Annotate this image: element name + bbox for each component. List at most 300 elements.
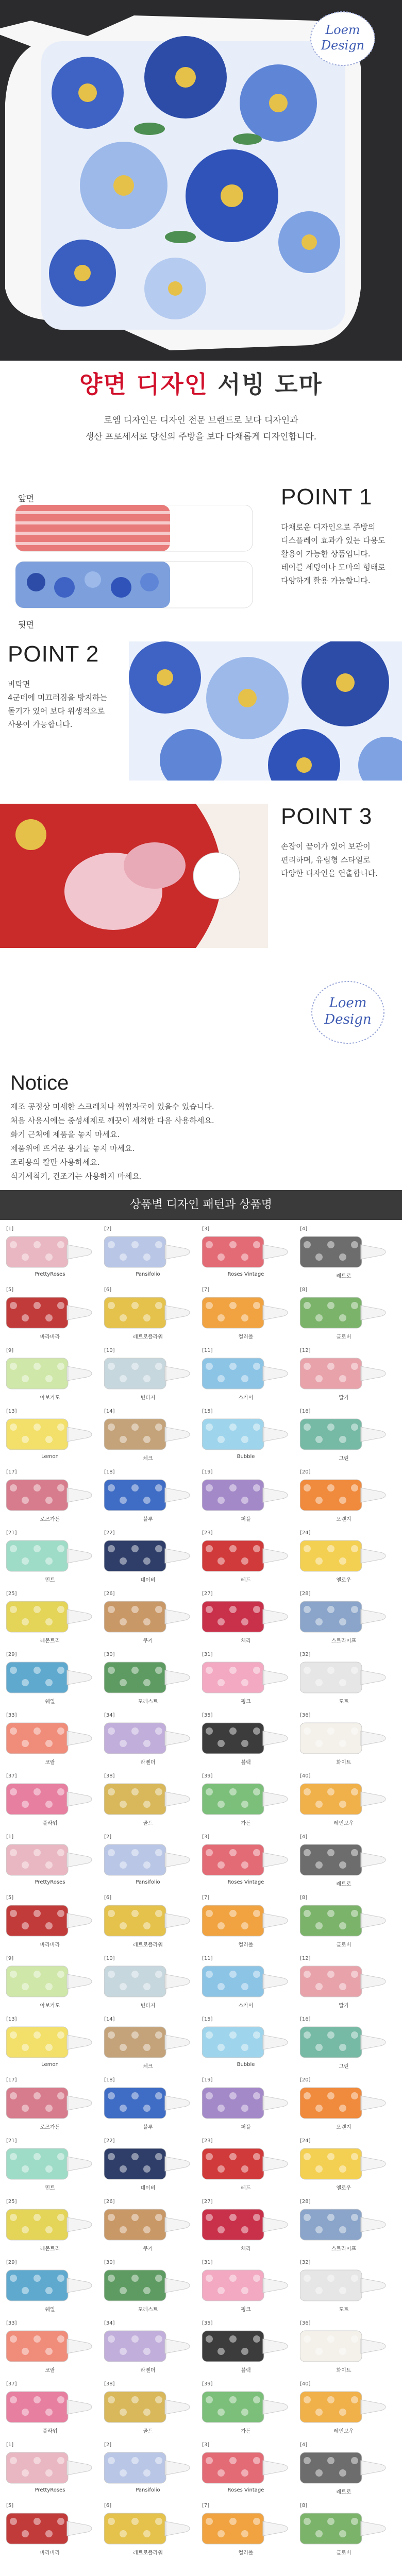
catalog-item[interactable] [104, 1652, 192, 1707]
catalog-item-number: [36] [300, 1713, 311, 1718]
catalog-board-swatch [6, 1478, 94, 1513]
catalog-item[interactable] [6, 1834, 94, 1890]
catalog-board-swatch [300, 1782, 388, 1817]
catalog-item[interactable] [202, 2199, 290, 2255]
catalog-item[interactable] [202, 1773, 290, 1829]
catalog-board-swatch [300, 2329, 388, 2364]
brand-logo [309, 10, 376, 67]
catalog-item-name: 레인보우 [333, 2429, 354, 2434]
catalog-item-name: Roses Vintage [227, 1272, 264, 1277]
catalog-item[interactable] [202, 1226, 290, 1282]
catalog-item[interactable] [6, 2138, 94, 2194]
catalog-item-name: 스트라이프 [331, 1638, 357, 1644]
catalog-item[interactable] [6, 2320, 94, 2376]
catalog-item-name: 레트로 [336, 1882, 351, 1887]
catalog-item[interactable] [202, 2260, 290, 2315]
catalog-item[interactable] [202, 1956, 290, 2011]
catalog-item-name: 레트로플라워 [133, 2550, 163, 2556]
catalog-item-name: 옐로우 [336, 1578, 351, 1583]
catalog-item[interactable] [300, 1226, 388, 1282]
catalog-board-swatch [202, 1660, 290, 1695]
catalog-item-name: 포레스트 [138, 1699, 158, 1705]
point-1-line: 다양하게 활용 가능합니다. [281, 576, 371, 585]
catalog-board-swatch [104, 1782, 192, 1817]
catalog-item-number: [7] [202, 1287, 210, 1293]
catalog-item-name: 네이비 [140, 1578, 156, 1583]
catalog-item-number: [5] [6, 2503, 14, 2509]
catalog-board-swatch [104, 2207, 192, 2242]
catalog-item-number: [26] [104, 2199, 115, 2205]
catalog-item-number: [13] [6, 1409, 17, 1414]
catalog-item[interactable] [202, 1409, 290, 1464]
point-2-section [0, 641, 402, 796]
catalog-item-number: [3] [202, 1834, 210, 1840]
catalog-item-name: 가든 [241, 2429, 251, 2434]
catalog-item-name: 레인보우 [333, 1821, 354, 1826]
point-3-line: 손잡이 끝이가 있어 보관이 [281, 842, 371, 851]
catalog-item-number: [6] [104, 1287, 112, 1293]
catalog-header: 상품별 디자인 패턴과 상품명 [0, 1190, 402, 1220]
catalog-item[interactable] [202, 2138, 290, 2194]
catalog-item[interactable] [6, 1652, 94, 1707]
catalog-item-name: 민트 [45, 2185, 55, 2191]
catalog-board-swatch [202, 1295, 290, 1330]
catalog-item[interactable] [104, 2138, 192, 2194]
catalog-item[interactable] [6, 1713, 94, 1768]
catalog-item-number: [1] [6, 2442, 14, 2448]
catalog-item-number: [14] [104, 2016, 115, 2022]
catalog-item-number: [27] [202, 1591, 213, 1597]
catalog-item[interactable] [202, 2320, 290, 2376]
catalog-item[interactable] [300, 1348, 388, 1403]
catalog-item-number: [38] [104, 2381, 115, 2387]
catalog-board-swatch [6, 1599, 94, 1634]
intro-line: 로엠 디자인은 디자인 전문 브랜드로 보다 디자인과 [104, 415, 298, 426]
catalog-item-number: [4] [300, 2442, 308, 2448]
catalog-item-number: [33] [6, 1713, 17, 1718]
catalog-item-number: [39] [202, 1773, 213, 1779]
catalog-board-swatch [6, 1538, 94, 1573]
catalog-item-name: 가든 [241, 1821, 251, 1826]
point-1-line: 활용이 가능한 상품입니다. [281, 549, 371, 558]
catalog-board-swatch [202, 1964, 290, 1999]
catalog-item-name: Lemon [41, 1454, 59, 1460]
catalog-item-name: 골드 [143, 1821, 153, 1826]
catalog-item[interactable] [300, 1409, 388, 1464]
catalog-item-number: [1] [6, 1834, 14, 1840]
catalog-item-number: [18] [104, 2077, 115, 2083]
catalog-item-name: 체리 [241, 2246, 251, 2252]
catalog-item-name: PrettyRoses [35, 2487, 65, 2493]
catalog-item[interactable] [6, 2016, 94, 2072]
catalog-item[interactable] [300, 2016, 388, 2072]
catalog-board-swatch [6, 2389, 94, 2425]
catalog-item-name: 레몬트리 [40, 1638, 60, 1644]
catalog-item-name: Lemon [41, 2062, 59, 2067]
catalog-board-swatch [104, 2025, 192, 2060]
catalog-item-name: 스트라이프 [331, 2246, 357, 2252]
catalog-board-swatch [104, 2268, 192, 2303]
catalog-board-swatch [202, 1903, 290, 1938]
catalog-item-name: PrettyRoses [35, 1272, 65, 1277]
catalog-item-number: [26] [104, 1591, 115, 1597]
catalog-item-number: [18] [104, 1469, 115, 1475]
point-1-boards [15, 505, 268, 613]
catalog-board-swatch [6, 2086, 94, 2121]
catalog-item-name: 바라바라 [40, 2550, 60, 2556]
catalog-item[interactable] [104, 1287, 192, 1343]
catalog-item-name: 네이비 [140, 2185, 156, 2191]
catalog-board-swatch [202, 1538, 290, 1573]
catalog-item-name: 도트 [339, 2307, 349, 2313]
catalog-item[interactable] [6, 1287, 94, 1343]
catalog-item[interactable] [6, 1348, 94, 1403]
catalog-board-swatch [202, 1478, 290, 1513]
catalog-board-swatch [104, 2389, 192, 2425]
catalog-item[interactable] [6, 1226, 94, 1282]
catalog-item-name: 아보카도 [40, 1395, 60, 1401]
catalog-item-name: 옐로우 [336, 2185, 351, 2191]
catalog-item[interactable] [6, 1409, 94, 1464]
catalog-item-number: [17] [6, 2077, 17, 2083]
back-label: 뒷면 [18, 620, 34, 630]
catalog-item-name: 레몬트리 [40, 2246, 60, 2252]
catalog-item[interactable] [6, 1895, 94, 1951]
catalog-item[interactable] [300, 1834, 388, 1890]
catalog-board-swatch [6, 2450, 94, 2485]
point-1-line: 다채로운 디자인으로 주방의 [281, 522, 376, 532]
catalog-item[interactable] [6, 1773, 94, 1829]
intro-text [0, 412, 402, 445]
catalog-item[interactable] [104, 1530, 192, 1586]
catalog-item[interactable] [202, 1895, 290, 1951]
catalog-board-swatch [202, 1234, 290, 1269]
catalog-item-number: [8] [300, 1287, 308, 1293]
catalog-item[interactable] [300, 2320, 388, 2376]
catalog-item[interactable] [202, 2381, 290, 2437]
catalog-item[interactable] [202, 2016, 290, 2072]
catalog-item-name: 코랄 [45, 1760, 55, 1766]
catalog-board-swatch [202, 2207, 290, 2242]
notice-line: 제조 공정상 미세한 스크레치나 찍힘자국이 있을수 있습니다. [10, 1102, 214, 1111]
catalog-item-number: [40] [300, 2381, 311, 2387]
point-1-section [0, 464, 402, 634]
catalog-item[interactable] [202, 1834, 290, 1890]
catalog-item-number: [35] [202, 2320, 213, 2326]
catalog-item[interactable] [104, 1834, 192, 1890]
catalog-item[interactable] [202, 2503, 290, 2558]
catalog-board-swatch [300, 1234, 388, 1269]
catalog-board-swatch [6, 1964, 94, 1999]
catalog-item-number: [22] [104, 2138, 115, 2144]
catalog-board-swatch [104, 2450, 192, 2485]
catalog-item[interactable] [202, 1469, 290, 1525]
catalog-item[interactable] [6, 2381, 94, 2437]
catalog-item[interactable] [104, 2381, 192, 2437]
catalog-board-swatch [202, 2146, 290, 2181]
catalog-item[interactable] [104, 1895, 192, 1951]
catalog-item[interactable] [300, 1895, 388, 1951]
catalog-item[interactable] [104, 2260, 192, 2315]
notice-list [10, 1100, 299, 1183]
catalog-item-name: 바라바라 [40, 1334, 60, 1340]
point-1-line: 디스플레이 효과가 있는 다용도 [281, 536, 386, 545]
catalog-board-swatch [202, 1842, 290, 1877]
catalog-item-number: [13] [6, 2016, 17, 2022]
catalog-item-number: [20] [300, 1469, 311, 1475]
catalog-item[interactable] [104, 2077, 192, 2133]
catalog-board-swatch [202, 1356, 290, 1391]
catalog-item-name: 코랄 [45, 2368, 55, 2374]
catalog-item-number: [21] [6, 2138, 17, 2144]
catalog-item-name: Bubble [237, 2062, 255, 2067]
catalog-item-number: [4] [300, 1834, 308, 1840]
catalog-item[interactable] [300, 2381, 388, 2437]
catalog-item-number: [2] [104, 2442, 112, 2448]
catalog-item[interactable] [6, 1469, 94, 1525]
page-title [0, 366, 402, 400]
catalog-item-name: 체크 [143, 2064, 153, 2070]
catalog-board-swatch [202, 2450, 290, 2485]
catalog-item-name: 퍼플 [241, 1517, 251, 1522]
catalog-item-number: [11] [202, 1956, 213, 1961]
catalog-board-swatch [104, 1234, 192, 1269]
catalog-item-number: [36] [300, 2320, 311, 2326]
catalog-item-name: 레트로플라워 [133, 1334, 163, 1340]
catalog-item-name: 플라워 [42, 1821, 58, 1826]
point-2-closeup [129, 641, 402, 781]
catalog-item-number: [15] [202, 2016, 213, 2022]
catalog-item-name: Pansifolio [136, 1879, 160, 1885]
catalog-item[interactable] [300, 1469, 388, 1525]
catalog-item[interactable] [6, 1530, 94, 1586]
catalog-item[interactable] [6, 2199, 94, 2255]
catalog-item[interactable] [300, 1530, 388, 1586]
catalog-item[interactable] [300, 2199, 388, 2255]
catalog-item[interactable] [300, 1713, 388, 1768]
catalog-item-number: [10] [104, 1956, 115, 1961]
catalog-item-number: [29] [6, 2260, 17, 2265]
catalog-item-name: 레트로플라워 [133, 1942, 163, 1948]
catalog-board-swatch [104, 1660, 192, 1695]
catalog-item[interactable] [104, 1713, 192, 1768]
catalog-board-swatch [202, 1721, 290, 1756]
catalog-board-swatch [6, 1721, 94, 1756]
catalog-board-swatch [104, 1478, 192, 1513]
catalog-item-number: [20] [300, 2077, 311, 2083]
catalog-item-name: 아보카도 [40, 2003, 60, 2009]
catalog-item-name: 블랙 [241, 1760, 251, 1766]
catalog-item[interactable] [202, 1287, 290, 1343]
catalog-board-swatch [6, 2511, 94, 2546]
catalog-board-swatch [300, 2389, 388, 2425]
catalog-item-name: 로즈가든 [40, 2125, 60, 2130]
catalog-item[interactable] [300, 2503, 388, 2558]
catalog-item-number: [3] [202, 2442, 210, 2448]
catalog-item-name: 오렌지 [336, 1517, 351, 1522]
catalog-item-number: [2] [104, 1226, 112, 1232]
catalog-board-swatch [202, 2268, 290, 2303]
catalog-board-swatch [104, 1964, 192, 1999]
catalog-item[interactable] [300, 2077, 388, 2133]
point-3-title: POINT 3 [281, 804, 373, 829]
catalog-item[interactable] [104, 2442, 192, 2498]
catalog-item[interactable] [6, 2442, 94, 2498]
catalog-item[interactable] [104, 1956, 192, 2011]
catalog-item-name: Pansifolio [136, 2487, 160, 2493]
catalog-item-name: 블랙 [241, 2368, 251, 2374]
catalog-item[interactable] [6, 1591, 94, 1647]
catalog-item[interactable] [300, 1591, 388, 1647]
catalog-item-name: 레트로 [336, 2489, 351, 2495]
catalog-item-name: 포레스트 [138, 2307, 158, 2313]
catalog-board-swatch [6, 1356, 94, 1391]
catalog-item-name: 화이트 [336, 1760, 351, 1766]
catalog-board-swatch [104, 1721, 192, 1756]
catalog-item-number: [6] [104, 1895, 112, 1901]
catalog-item[interactable] [202, 1348, 290, 1403]
catalog-item-number: [3] [202, 1226, 210, 1232]
catalog-item[interactable] [300, 2260, 388, 2315]
catalog-item[interactable] [202, 1652, 290, 1707]
catalog-board-swatch [6, 2146, 94, 2181]
catalog-board-swatch [300, 1417, 388, 1452]
front-label: 앞면 [18, 494, 34, 503]
catalog-item[interactable] [104, 2320, 192, 2376]
catalog-item[interactable] [104, 1773, 192, 1829]
catalog-board-swatch [300, 1964, 388, 1999]
catalog-item[interactable] [202, 1591, 290, 1647]
catalog-item[interactable] [104, 1348, 192, 1403]
catalog-board-swatch [202, 1599, 290, 1634]
catalog-item-name: 블루 [143, 2125, 153, 2130]
catalog-item[interactable] [104, 1226, 192, 1282]
catalog-item[interactable] [202, 2077, 290, 2133]
catalog-board-swatch [300, 1903, 388, 1938]
notice-line: 화기 근처에 제품을 놓지 마세요. [10, 1130, 120, 1139]
logo-line-1: Loem [325, 23, 360, 37]
catalog-item-number: [23] [202, 1530, 213, 1536]
catalog-item-name: 라벤더 [140, 2368, 156, 2374]
title-main: 서빙 도마 [217, 370, 323, 398]
catalog-item-number: [23] [202, 2138, 213, 2144]
catalog-board-swatch [300, 1660, 388, 1695]
catalog-item[interactable] [202, 1530, 290, 1586]
catalog-item-number: [10] [104, 1348, 115, 1353]
catalog-board-swatch [6, 2207, 94, 2242]
catalog-item[interactable] [6, 1956, 94, 2011]
catalog-item-name: 골드 [143, 2429, 153, 2434]
catalog-item-number: [24] [300, 1530, 311, 1536]
catalog-board-swatch [202, 1782, 290, 1817]
catalog-item-number: [12] [300, 1348, 311, 1353]
catalog-item-number: [25] [6, 1591, 17, 1597]
catalog-item-name: 로즈가든 [40, 1517, 60, 1522]
catalog-item-number: [34] [104, 1713, 115, 1718]
catalog-item[interactable] [202, 2442, 290, 2498]
catalog-item-name: 라벤더 [140, 1760, 156, 1766]
catalog-item-name: 그린 [339, 2064, 349, 2070]
catalog-item-number: [30] [104, 2260, 115, 2265]
catalog-item-number: [27] [202, 2199, 213, 2205]
point-3-section [0, 804, 402, 958]
catalog-item[interactable] [300, 1773, 388, 1829]
catalog-board-swatch [104, 2086, 192, 2121]
catalog-item[interactable] [300, 1652, 388, 1707]
catalog-board-swatch [202, 2025, 290, 2060]
catalog-item-name: 화이트 [336, 2368, 351, 2374]
catalog-board-swatch [6, 2268, 94, 2303]
catalog-item[interactable] [202, 1713, 290, 1768]
catalog-board-swatch [6, 1660, 94, 1695]
logo-small-line-2: Design [324, 1012, 372, 1027]
point-2-line: 4군데에 미끄러짐을 방지하는 [8, 693, 107, 702]
catalog-item-name: 쿠키 [143, 1638, 153, 1644]
catalog-item-name: 바라바라 [40, 1942, 60, 1948]
catalog-board-swatch [104, 1538, 192, 1573]
catalog-item[interactable] [300, 2442, 388, 2498]
catalog-board-swatch [202, 2329, 290, 2364]
catalog-board-swatch [104, 2329, 192, 2364]
catalog-board-swatch [202, 2511, 290, 2546]
catalog-item[interactable] [104, 2016, 192, 2072]
point-2-text [8, 677, 126, 731]
catalog-board-swatch [6, 1417, 94, 1452]
catalog-item-number: [34] [104, 2320, 115, 2326]
catalog-board-swatch [6, 2025, 94, 2060]
catalog-item[interactable] [6, 2260, 94, 2315]
catalog-board-swatch [300, 1356, 388, 1391]
catalog-item-name: 레드 [241, 2185, 251, 2191]
catalog-item[interactable] [6, 2503, 94, 2558]
catalog-board-swatch [104, 1295, 192, 1330]
catalog-item-number: [21] [6, 1530, 17, 1536]
catalog-item[interactable] [300, 1956, 388, 2011]
catalog-item-number: [19] [202, 1469, 213, 1475]
point-1-text [281, 520, 399, 587]
catalog-board-swatch [300, 2086, 388, 2121]
catalog-item-name: 클로버 [336, 1942, 351, 1948]
catalog-item-name: Roses Vintage [227, 2487, 264, 2493]
catalog-item-number: [8] [300, 2503, 308, 2509]
catalog-item[interactable] [6, 2077, 94, 2133]
catalog-item[interactable] [104, 2199, 192, 2255]
point-1-title: POINT 1 [281, 484, 373, 510]
catalog-item-number: [33] [6, 2320, 17, 2326]
catalog-item-name: 레드 [241, 1578, 251, 1583]
catalog-item-name: 블루 [143, 1517, 153, 1522]
catalog-item-number: [32] [300, 1652, 311, 1657]
catalog-item[interactable] [104, 1409, 192, 1464]
catalog-item[interactable] [300, 1287, 388, 1343]
point-2-line: 비탁면 [8, 680, 30, 689]
catalog-item[interactable] [104, 1469, 192, 1525]
catalog-item-name: 웨일 [45, 2307, 55, 2313]
catalog-item-number: [29] [6, 1652, 17, 1657]
catalog-board-swatch [6, 1782, 94, 1817]
notice-line: 조리용의 칼만 사용하세요. [10, 1158, 100, 1167]
catalog-item[interactable] [104, 1591, 192, 1647]
catalog-item-name: 레트로 [336, 1274, 351, 1279]
catalog-item-number: [28] [300, 2199, 311, 2205]
catalog-item-number: [16] [300, 1409, 311, 1414]
catalog-item-number: [24] [300, 2138, 311, 2144]
catalog-item[interactable] [300, 2138, 388, 2194]
catalog-item-number: [17] [6, 1469, 17, 1475]
notice-line: 제품위에 뜨거운 용기를 놓지 마세요. [10, 1144, 135, 1153]
catalog-item[interactable] [104, 2503, 192, 2558]
point-2-line: 돌기가 있어 보다 위생적으로 [8, 706, 105, 716]
